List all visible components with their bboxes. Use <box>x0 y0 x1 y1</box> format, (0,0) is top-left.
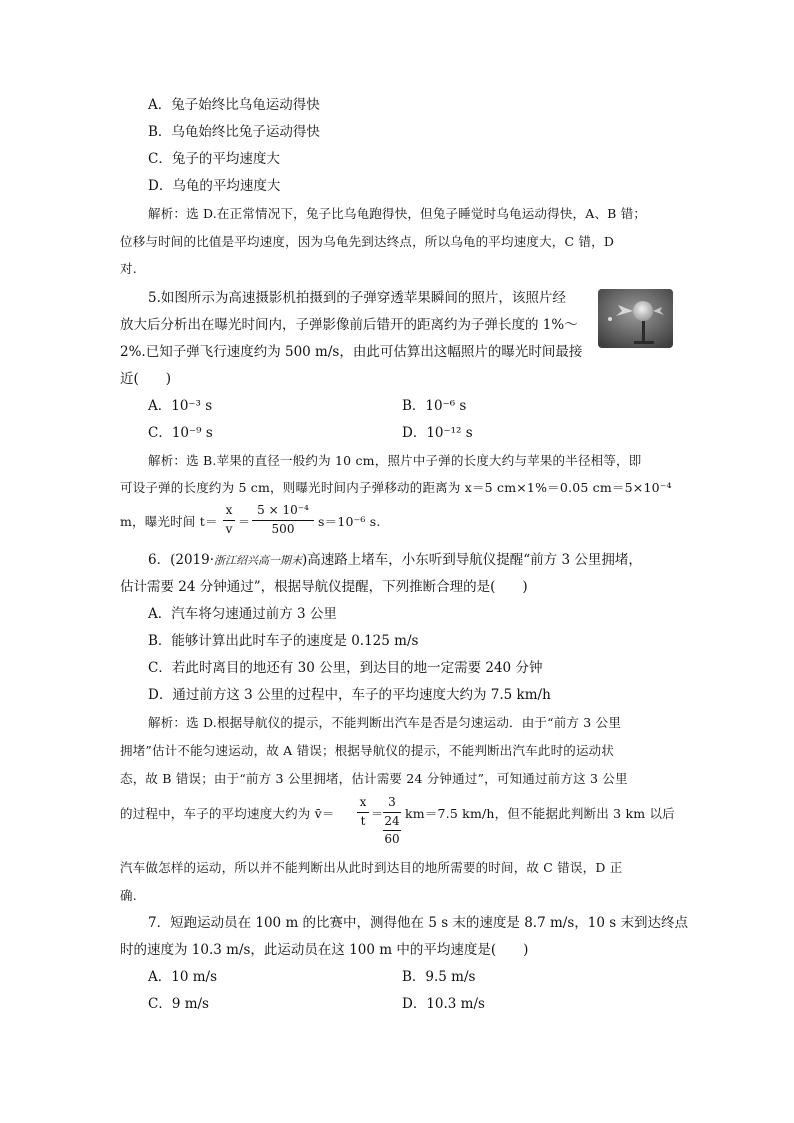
q6-stem-line: 估计需要 24 分钟通过”，根据导航仪提醒，下列推断合理的是( ) <box>120 579 528 595</box>
q6-frac1-bar <box>357 812 369 813</box>
q5-analysis-line: 可设子弹的长度约为 5 cm，则曝光时间内子弹移动的距离为 x＝5 cm×1%＝0.05 cm＝5×10⁻⁴ <box>120 480 672 495</box>
q6-frac2-den-top: 24 <box>384 814 400 828</box>
q5-frac2-bar <box>252 520 314 521</box>
q4-option-d: D．乌龟的平均速度大 <box>148 178 281 194</box>
q4-analysis-line: 位移与时间的比值是平均速度，因为乌龟先到达终点，所以乌龟的平均速度大，C 错，D <box>120 234 615 249</box>
q5-frac2-num: 5 × 10⁻⁴ <box>257 503 309 517</box>
q6-stem-rest: )高速路上堵车，小东听到导航仪提醒“前方 3 公里拥堵， <box>302 552 642 568</box>
q5-option-a: A．10⁻³ s <box>148 398 213 414</box>
q7-option-a: A．10 m/s <box>148 969 217 985</box>
q6-frac3-bar <box>383 830 401 831</box>
q5-analysis-line: 解析：选 B.苹果的直径一般约为 10 cm，照片中子弹的长度大约与苹果的半径相等，即 <box>148 453 642 468</box>
q6-option-d: D．通过前方这 3 公里的过程中，车子的平均速度大约为 7.5 km/h <box>148 687 551 703</box>
bullet-apple-photo-graphic <box>598 289 673 348</box>
q6-analysis-line: 解析：选 D.根据导航仪的提示，不能判断出汽车是否是匀速运动．由于“前方 3 公里 <box>148 715 622 730</box>
q5-stem-line: 5.如图所示为高速摄影机拍摄到的子弹穿透苹果瞬间的照片，该照片经 <box>148 290 566 306</box>
q6-analysis-line: 的过程中，车子的平均速度大约为 v̄＝ <box>120 806 335 821</box>
q6-option-c: C．若此时离目的地还有 30 公里，到达目的地一定需要 240 分钟 <box>148 660 543 676</box>
q5-stem-line: 放大后分析出在曝光时间内，子弹影像前后错开的距离约为子弹长度的 1%～ <box>120 317 578 333</box>
q6-frac1-den: t <box>360 814 366 828</box>
q6-frac2-num: 3 <box>388 795 396 809</box>
q5-stem-line: 2%.已知子弹飞行速度约为 500 m/s，由此可估算出这幅照片的曝光时间最接 <box>120 344 583 360</box>
q5-equals: ＝ <box>238 515 251 529</box>
q6-analysis-line: km＝7.5 km/h，但不能据此判断出 3 km 以后 <box>405 806 675 821</box>
q7-option-c: C．9 m/s <box>148 996 209 1012</box>
q5-analysis-line: s＝10⁻⁶ s. <box>318 514 381 529</box>
q6-number: 6．(2019· <box>148 552 215 568</box>
q5-frac1-den: v <box>225 522 233 536</box>
q7-stem-line: 7．短跑运动员在 100 m 的比赛中，测得他在 5 s 末的速度是 8.7 m/s，10 s 末到达终点 <box>148 915 688 931</box>
q6-analysis-line: 汽车做怎样的运动，所以并不能判断出从此时到达目的地所需要的时间，故 C 错误，D 正 <box>120 860 623 875</box>
q6-analysis-line: 确. <box>120 888 137 903</box>
q5-analysis-line: m，曝光时间 t＝ <box>120 514 218 529</box>
q4-option-b: B．乌龟始终比兔子运动得快 <box>148 124 320 140</box>
q6-stem-line <box>148 550 642 571</box>
q7-stem-line: 时的速度为 10.3 m/s，此运动员在这 100 m 中的平均速度是( ) <box>120 942 529 958</box>
q5-option-b: B．10⁻⁶ s <box>402 398 467 414</box>
q5-frac1-num: x <box>225 503 233 517</box>
q4-analysis-line: 对. <box>120 261 137 276</box>
q6-frac2-den-bottom: 60 <box>384 832 400 846</box>
q5-option-c: C．10⁻⁹ s <box>148 425 213 441</box>
q5-frac1-bar <box>223 520 235 521</box>
q4-option-a: A．兔子始终比乌龟运动得快 <box>148 97 320 113</box>
q6-option-b: B．能够计算出此时车子的速度是 0.125 m/s <box>148 633 419 649</box>
q4-option-c: C．兔子的平均速度大 <box>148 151 280 167</box>
q5-option-d: D．10⁻¹² s <box>402 425 473 441</box>
q4-analysis-line: 解析：选 D.在正常情况下，兔子比乌龟跑得快，但兔子睡觉时乌龟运动得快，A、B 错； <box>148 206 647 221</box>
q6-option-a: A．汽车将匀速通过前方 3 公里 <box>148 606 337 622</box>
q6-source: 浙江绍兴高一期末 <box>214 554 303 567</box>
q5-stem-line: 近( ) <box>120 371 172 387</box>
q6-analysis-line: 拥堵”估计不能匀速运动，故 A 错误；根据导航仪的提示，不能判断出汽车此时的运动状 <box>120 743 615 758</box>
q7-option-d: D．10.3 m/s <box>402 996 485 1012</box>
q6-frac1-num: x <box>359 795 367 809</box>
q6-equals: ＝ <box>371 807 384 821</box>
q6-analysis-line: 态，故 B 错误；由于“前方 3 公里拥堵，估计需要 24 分钟通过”，可知通过前方这 3 公里 <box>120 771 628 786</box>
bullet-apple-photo <box>598 289 673 348</box>
q6-frac2-bar <box>383 812 401 813</box>
q7-option-b: B．9.5 m/s <box>402 969 476 985</box>
q5-frac2-den: 500 <box>271 522 295 536</box>
